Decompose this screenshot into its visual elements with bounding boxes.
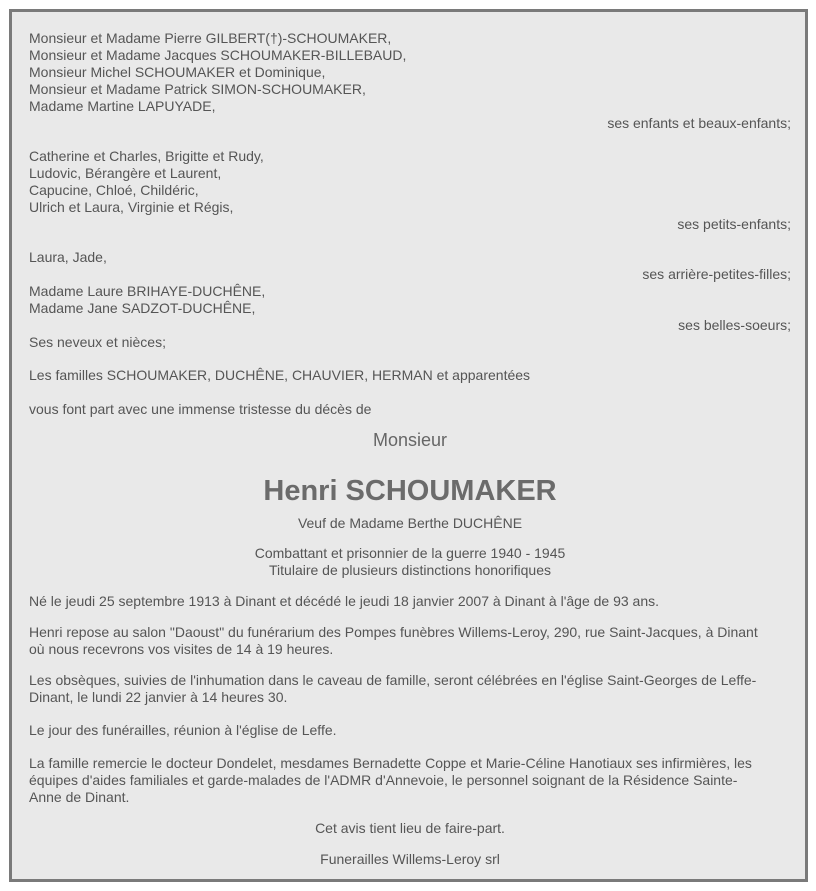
obituary-card: [9, 9, 808, 882]
funeral-home-line: Funerailles Willems-Leroy srl: [320, 851, 500, 867]
distinction-line: Titulaire de plusieurs distinctions honorifiques: [269, 562, 551, 578]
deceased-title: Monsieur: [372, 430, 448, 450]
thanks-line: Anne de Dinant.: [29, 789, 130, 805]
thanks-line: La famille remercie le docteur Dondelet, mesdames Bernadette Coppe et Marie-Céline Hanotiaux ses infirmières, les: [29, 755, 752, 771]
child-line: Madame Martine LAPUYADE,: [29, 98, 216, 114]
funeral-line: Les obsèques, suivies de l'inhumation dans le caveau de famille, seront célébrées en l'église Saint-Georges de Leffe-: [29, 672, 757, 688]
grandchild-line: Ludovic, Bérangère et Laurent,: [29, 165, 222, 181]
sister-in-law-line: Madame Jane SADZOT-DUCHÊNE,: [29, 300, 256, 316]
birth-death-line: Né le jeudi 25 septembre 1913 à Dinant et décédé le jeudi 18 janvier 2007 à Dinant à l'âge de 93 ans.: [29, 593, 659, 609]
child-line: Monsieur et Madame Patrick SIMON-SCHOUMAKER,: [29, 81, 366, 97]
funeral-line: Dinant, le lundi 22 janvier à 14 heures 30.: [29, 689, 288, 705]
thanks-line: équipes d'aides familiales et garde-malades de l'ADMR d'Annevoie, le personnel soignant de la Résidence Sainte-: [29, 772, 738, 788]
deceased-name: Henri SCHOUMAKER: [263, 475, 557, 507]
rest-line: Henri repose au salon "Daoust" du funérarium des Pompes funèbres Willems-Leroy, 290, rue Saint-Jacques, à Dinant: [29, 624, 758, 640]
sister-in-law-line: Madame Laure BRIHAYE-DUCHÊNE,: [29, 283, 266, 299]
obituary-text: [29, 30, 791, 868]
child-line: Monsieur et Madame Pierre GILBERT(†)-SCHOUMAKER,: [29, 30, 392, 46]
reunion-line: Le jour des funérailles, réunion à l'église de Leffe.: [29, 722, 337, 738]
nephews-line: Ses neveux et nièces;: [29, 334, 166, 350]
announcement-line: vous font part avec une immense tristesse du décès de: [29, 401, 372, 417]
child-line: Monsieur Michel SCHOUMAKER et Dominique,: [29, 64, 326, 80]
distinction-line: Combattant et prisonnier de la guerre 1940 - 1945: [254, 545, 566, 561]
children-label: ses enfants et beaux-enfants;: [607, 115, 791, 131]
sisters-in-law-label: ses belles-soeurs;: [678, 317, 791, 333]
great-grandchildren-label: ses arrière-petites-filles;: [642, 266, 791, 282]
rest-line: où nous recevrons vos visites de 14 à 19 heures.: [29, 641, 334, 657]
child-line: Monsieur et Madame Jacques SCHOUMAKER-BILLEBAUD,: [29, 47, 407, 63]
widower-line: Veuf de Madame Berthe DUCHÊNE: [297, 515, 523, 531]
notice-line: Cet avis tient lieu de faire-part.: [315, 820, 505, 836]
grandchild-line: Capucine, Chloé, Childéric,: [29, 182, 199, 198]
great-grandchild-line: Laura, Jade,: [29, 249, 107, 265]
grandchild-line: Ulrich et Laura, Virginie et Régis,: [29, 199, 234, 215]
grandchildren-label: ses petits-enfants;: [677, 216, 791, 232]
grandchild-line: Catherine et Charles, Brigitte et Rudy,: [29, 148, 264, 164]
families-line: Les familles SCHOUMAKER, DUCHÊNE, CHAUVIER, HERMAN et apparentées: [29, 367, 531, 383]
